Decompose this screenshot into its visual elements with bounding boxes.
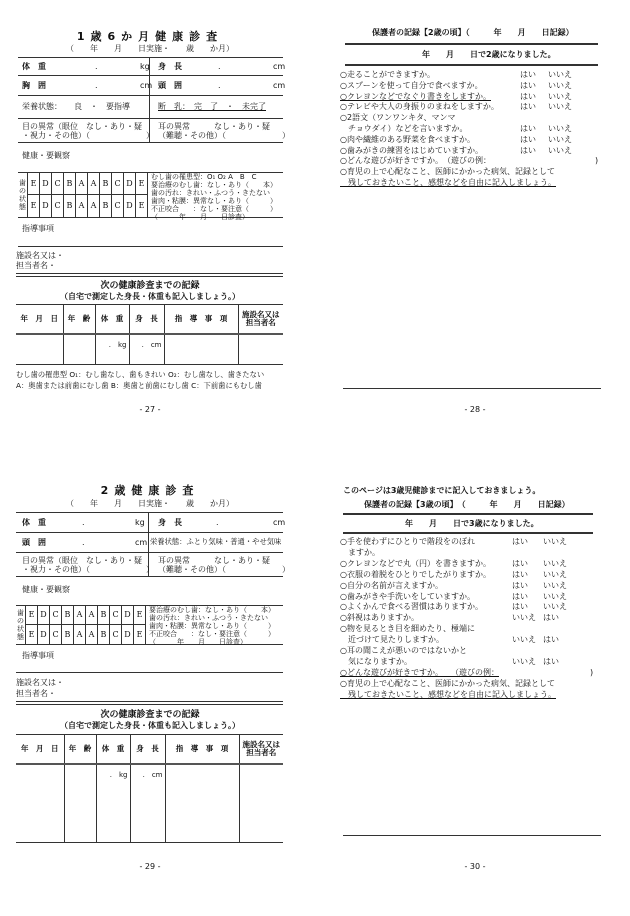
head-field[interactable]: . — [82, 538, 85, 547]
tooth-cell[interactable]: D — [40, 173, 52, 195]
observation-label: 健康・要観察 — [22, 151, 70, 160]
column-header: 年 月 日 — [16, 735, 64, 764]
teeth-notes — [148, 173, 277, 221]
teeth-chart — [18, 172, 283, 221]
teeth-note: 不正咬合 ：なし・要注意（ ） — [149, 630, 275, 638]
record-table — [16, 304, 283, 365]
page-title: 2歳健康診査 — [100, 484, 200, 497]
guidance-cell[interactable] — [165, 764, 239, 842]
ear-abnormality: 耳の異常 なし・あり・疑 — [158, 556, 270, 565]
column-header: 施設名又は担当者名 — [239, 735, 283, 764]
eye-abnormality: 目の異常（眼位 なし・あり・疑 — [22, 122, 142, 131]
exam-date-line: （ 年 月 日実施・ 歳 か月） — [66, 499, 234, 508]
column-header: 年 齢 — [63, 305, 95, 334]
column-header: 指 導 事 項 — [165, 735, 239, 764]
cm-unit: cm — [273, 62, 286, 71]
answer-option[interactable]: はい — [512, 537, 528, 546]
answer-option[interactable]: はい — [520, 70, 536, 79]
answer-option[interactable]: はい — [520, 124, 536, 133]
page-number: - 30 - — [464, 862, 486, 871]
eye-abnormality-detail: ・視力・その他）（ ） — [22, 131, 154, 140]
tooth-cell[interactable]: A — [76, 195, 88, 217]
ear-abnormality-detail: （難聴・その他）（ ） — [158, 131, 290, 140]
eye-abnormality-detail: ・視力・その他）（ ） — [22, 565, 154, 574]
cm-unit: cm — [135, 538, 148, 547]
paren: ) — [590, 668, 594, 677]
play-question: ○どんな遊びが好きですか。 （遊びの例： — [340, 668, 499, 677]
height-label: 身 長 — [158, 62, 182, 71]
free-note: 残しておきたいこと、感想などを自由に記入しましょう。 — [340, 178, 556, 187]
teeth-notes — [146, 606, 275, 644]
answer-option[interactable]: いいえ — [543, 558, 567, 568]
question-text: ○衣服の着脱をひとりでしたがりますか。 — [340, 569, 491, 579]
page-title: 保護者の記録【3歳の頃】 （ 年 月 日記録） — [364, 500, 570, 509]
tooth-cell[interactable]: A — [74, 625, 86, 644]
record-subtitle: （自宅で測定した身長・体重も記入しましょう。） — [60, 292, 240, 301]
question-text: ○スプーンを使って自分で食べますか。 — [340, 80, 483, 90]
question-text: ○物を見るとき目を細めたり、極端に — [340, 624, 475, 634]
tooth-cell[interactable]: D — [124, 173, 136, 195]
teeth-note: 要治療のむし歯：なし・あり（ 本） — [149, 606, 275, 614]
tooth-cell[interactable]: D — [122, 606, 134, 625]
answer-option[interactable]: はい — [520, 145, 536, 155]
tooth-cell[interactable]: B — [100, 195, 112, 217]
question-text: ○肉や繊維のある野菜を食べますか。 — [340, 134, 475, 144]
answer-option[interactable]: はい — [520, 134, 536, 144]
question-text: ○手を使わずにひとりで階段をのぼれ — [340, 537, 475, 546]
column-header: 年 齢 — [64, 735, 96, 764]
tooth-cell[interactable]: C — [50, 606, 62, 625]
tooth-cell[interactable]: A — [88, 173, 100, 195]
caries-type-note: むし歯の罹患型 O₁：むし歯なし、歯もきれい O₂：むし歯なし、歯きたない — [16, 370, 265, 379]
record-subtitle: （自宅で測定した身長・体重も記入しましょう。） — [60, 721, 240, 730]
cm-unit: cm — [140, 81, 153, 90]
guidance-cell[interactable] — [164, 334, 238, 364]
question-text: ○斜視はありますか。 — [340, 613, 419, 623]
question-text: 気になりますか。 — [340, 656, 412, 666]
page-number: - 27 - — [139, 405, 161, 414]
tooth-cell[interactable]: D — [38, 606, 50, 625]
tooth-cell[interactable]: C — [110, 625, 122, 644]
question-text: ○走ることができますか。 — [340, 70, 435, 79]
cm-unit: cm — [273, 518, 286, 527]
tooth-cell[interactable]: D — [124, 195, 136, 217]
answer-option[interactable]: いいえ — [543, 591, 567, 601]
teeth-label: 歯の状態 — [18, 173, 28, 217]
paren: ) — [595, 156, 599, 165]
weight-label: 体 重 — [22, 518, 46, 527]
tooth-cell[interactable]: B — [98, 625, 110, 644]
column-header: 体 重 — [96, 735, 130, 764]
answer-option[interactable]: いいえ — [548, 91, 572, 101]
answer-option[interactable]: はい — [512, 558, 528, 568]
answer-option[interactable]: はい — [543, 656, 559, 666]
play-question: ○どんな遊びが好きですか。 （遊びの例： — [340, 156, 491, 165]
answer-option[interactable]: はい — [512, 580, 528, 590]
cm-unit: cm — [273, 81, 286, 90]
chest-label: 胸 囲 — [22, 81, 46, 90]
page-title: 1歳6か月健康診査 — [76, 30, 224, 43]
age-cell[interactable] — [63, 334, 95, 364]
nutrition-status: 栄養状態：ふとり気味・普通・やせ気味 — [150, 537, 282, 546]
answer-option[interactable]: いいえ — [543, 569, 567, 579]
tooth-cell[interactable]: A — [76, 173, 88, 195]
tooth-cell[interactable]: E — [136, 195, 148, 217]
birthday-line: 年 月 日で3歳になりました。 — [405, 519, 539, 528]
question-text: ○自分の名前が言えますか。 — [340, 580, 443, 590]
question-text: チョウダイ）などを言いますか。 — [340, 124, 468, 133]
column-header: 年 月 日 — [16, 305, 63, 334]
column-header: 身 長 — [130, 735, 165, 764]
question-text: ますか。 — [340, 547, 380, 557]
ear-abnormality-detail: （難聴・その他）（ ） — [158, 565, 290, 574]
answer-option[interactable]: いいえ — [512, 656, 536, 666]
tooth-cell[interactable]: C — [50, 625, 62, 644]
tooth-cell[interactable]: B — [64, 173, 76, 195]
tooth-cell[interactable]: A — [88, 195, 100, 217]
teeth-note: 歯の汚れ：きれい・ふつう・きたない — [151, 189, 270, 197]
date-cell[interactable] — [16, 764, 64, 842]
tooth-cell[interactable]: E — [28, 195, 40, 217]
tooth-cell[interactable]: B — [100, 173, 112, 195]
tooth-cell[interactable]: E — [134, 625, 146, 644]
page-title: 保護者の記録【2歳の頃】（ 年 月 日記録） — [372, 28, 574, 37]
column-header: 施設名又は担当者名 — [238, 305, 283, 334]
tooth-cell[interactable]: C — [52, 195, 64, 217]
answer-option[interactable]: いいえ — [543, 580, 567, 590]
tooth-cell[interactable]: A — [86, 625, 98, 644]
tooth-cell[interactable]: B — [64, 195, 76, 217]
teeth-note: （ 年 月 日診査） — [151, 213, 249, 221]
answer-option[interactable]: はい — [512, 569, 528, 579]
ear-abnormality: 耳の異常 なし・あり・疑 — [158, 122, 270, 131]
page-number: - 29 - — [139, 862, 161, 871]
eye-abnormality: 目の異常（眼位 なし・あり・疑 — [22, 556, 142, 565]
teeth-note: 要治療のむし歯：なし・あり（ 本） — [151, 181, 277, 189]
teeth-note: 不正咬合 ：なし・要注意（ ） — [151, 205, 277, 213]
question-text: ○クレヨンなどでなぐり書きをしますか。 — [340, 91, 491, 101]
question-text: ○2語文（ワンワンキタ、マンマ — [340, 113, 456, 123]
head-label: 頭 囲 — [22, 538, 46, 547]
free-note: ○育児の上で心配なこと、医師にかかった病気、記録として — [340, 167, 555, 176]
facility-cell[interactable] — [238, 334, 283, 364]
tooth-cell[interactable]: D — [40, 195, 52, 217]
answer-option[interactable]: はい — [543, 635, 559, 645]
teeth-note: 歯肉・粘膜：異常なし・あり（ ） — [151, 197, 277, 205]
record-title: 次の健康診査までの記録 — [100, 281, 200, 291]
free-note: ○育児の上で心配なこと、医師にかかった病気、記録として — [340, 679, 555, 688]
tooth-cell[interactable]: E — [26, 606, 38, 625]
record-title: 次の健康診査までの記録 — [100, 710, 200, 720]
facility-label: 施設名又は・ — [16, 251, 64, 260]
page-number: - 28 - — [464, 405, 486, 414]
head-field[interactable]: . — [218, 81, 221, 90]
question-text: ○歯みがきや手洗いをしていますか。 — [340, 591, 475, 601]
exam-date-line: （ 年 月 日実施・ 歳 か月） — [66, 44, 234, 53]
answer-option[interactable]: はい — [543, 613, 559, 623]
weight-label: 体 重 — [22, 62, 46, 71]
teeth-note: （ 年 月 日診査） — [149, 638, 247, 646]
weaning-status: 断 乳： 完 了 ・ 未完了 — [158, 102, 266, 111]
facility-cell[interactable] — [239, 764, 283, 842]
tooth-cell[interactable]: D — [38, 625, 50, 644]
weight-cell[interactable]: . kg — [95, 334, 129, 364]
kg-unit: kg — [135, 518, 145, 527]
answer-option[interactable]: いいえ — [548, 70, 572, 79]
age-cell[interactable] — [64, 764, 96, 842]
nutrition-status: 栄養状態： 良 ・ 要指導 — [22, 102, 130, 111]
intro-text: このページは3歳児健診までに記入しておきましょう。 — [343, 486, 541, 495]
height-cell[interactable]: . cm — [129, 334, 164, 364]
tooth-cell[interactable]: E — [28, 173, 40, 195]
question-text: ○テレビや大人の身振りのまねをしますか。 — [340, 102, 499, 112]
question-text: ○歯みがきの練習をはじめていますか。 — [340, 145, 483, 155]
tooth-cell[interactable]: E — [26, 625, 38, 644]
answer-option[interactable]: いいえ — [512, 635, 536, 645]
column-header: 体 重 — [95, 305, 129, 334]
question-text: ○よくかんで食べる習慣はありますか。 — [340, 602, 483, 612]
column-header: 身 長 — [129, 305, 164, 334]
tooth-cell[interactable]: B — [62, 625, 74, 644]
tooth-cell[interactable]: C — [112, 195, 124, 217]
tooth-cell[interactable]: C — [52, 173, 64, 195]
tooth-cell[interactable]: C — [110, 606, 122, 625]
answer-option[interactable]: いいえ — [543, 537, 567, 546]
caries-type-note: A：奥歯または前歯にむし歯 B：奥歯と前歯にむし歯 C：下前歯にもむし歯 — [16, 381, 262, 390]
weight-field[interactable]: . — [82, 518, 85, 527]
height-field[interactable]: . — [218, 62, 221, 71]
record-table — [16, 734, 283, 843]
height-field[interactable]: . — [216, 518, 219, 527]
tooth-cell[interactable]: B — [62, 606, 74, 625]
teeth-label: 歯の状態 — [16, 606, 26, 644]
tooth-cell[interactable]: E — [136, 173, 148, 195]
answer-option[interactable]: いいえ — [548, 80, 572, 90]
guidance-label: 指導事項 — [22, 224, 54, 233]
teeth-note: 歯の汚れ：きれい・ふつう・きたない — [149, 614, 268, 622]
answer-option[interactable]: いいえ — [543, 602, 567, 612]
answer-option[interactable]: はい — [520, 80, 536, 90]
question-text: ○耳の聞こえが悪いのではないかと — [340, 646, 467, 655]
column-header: 指 導 事 項 — [164, 305, 238, 334]
answer-option[interactable]: はい — [512, 591, 528, 601]
height-label: 身 長 — [158, 518, 182, 527]
question-text: ○クレヨンなどで丸（円）を書きますか。 — [340, 558, 491, 568]
tooth-cell[interactable]: C — [112, 173, 124, 195]
answer-option[interactable]: いいえ — [548, 102, 572, 112]
answer-option[interactable]: はい — [520, 102, 536, 112]
question-text: 近づけて見たりしますか。 — [340, 635, 444, 645]
answer-option[interactable]: いいえ — [548, 134, 572, 144]
answer-option[interactable]: いいえ — [512, 613, 536, 623]
teeth-note: むし歯の罹患型：O₁ O₂ A B C — [151, 173, 257, 181]
chest-field[interactable]: . — [95, 81, 98, 90]
tooth-cell[interactable]: A — [74, 606, 86, 625]
birthday-line: 年 月 日で2歳になりました。 — [422, 50, 556, 59]
teeth-chart — [16, 605, 283, 645]
height-cell[interactable]: . cm — [130, 764, 165, 842]
date-cell[interactable] — [16, 334, 63, 364]
answer-option[interactable]: いいえ — [548, 145, 572, 155]
free-note: 残しておきたいこと、感想などを自由に記入しましょう。 — [340, 690, 556, 699]
facility-label: 施設名又は・ — [16, 678, 64, 687]
weight-field[interactable]: . — [95, 62, 98, 71]
tooth-cell[interactable]: E — [134, 606, 146, 625]
answer-option[interactable]: はい — [520, 91, 536, 101]
staff-label: 担当者名・ — [16, 689, 56, 698]
tooth-cell[interactable]: B — [98, 606, 110, 625]
answer-option[interactable]: はい — [512, 602, 528, 612]
weight-cell[interactable]: . kg — [96, 764, 130, 842]
guidance-label: 指導事項 — [22, 651, 54, 660]
observation-label: 健康・要観察 — [22, 585, 70, 594]
tooth-cell[interactable]: A — [86, 606, 98, 625]
tooth-cell[interactable]: D — [122, 625, 134, 644]
teeth-note: 歯肉・粘膜：異常なし・あり（ ） — [149, 622, 275, 630]
answer-option[interactable]: いいえ — [548, 124, 572, 133]
head-label: 頭 囲 — [158, 81, 182, 90]
staff-label: 担当者名・ — [16, 261, 56, 270]
kg-unit: kg — [140, 62, 150, 71]
